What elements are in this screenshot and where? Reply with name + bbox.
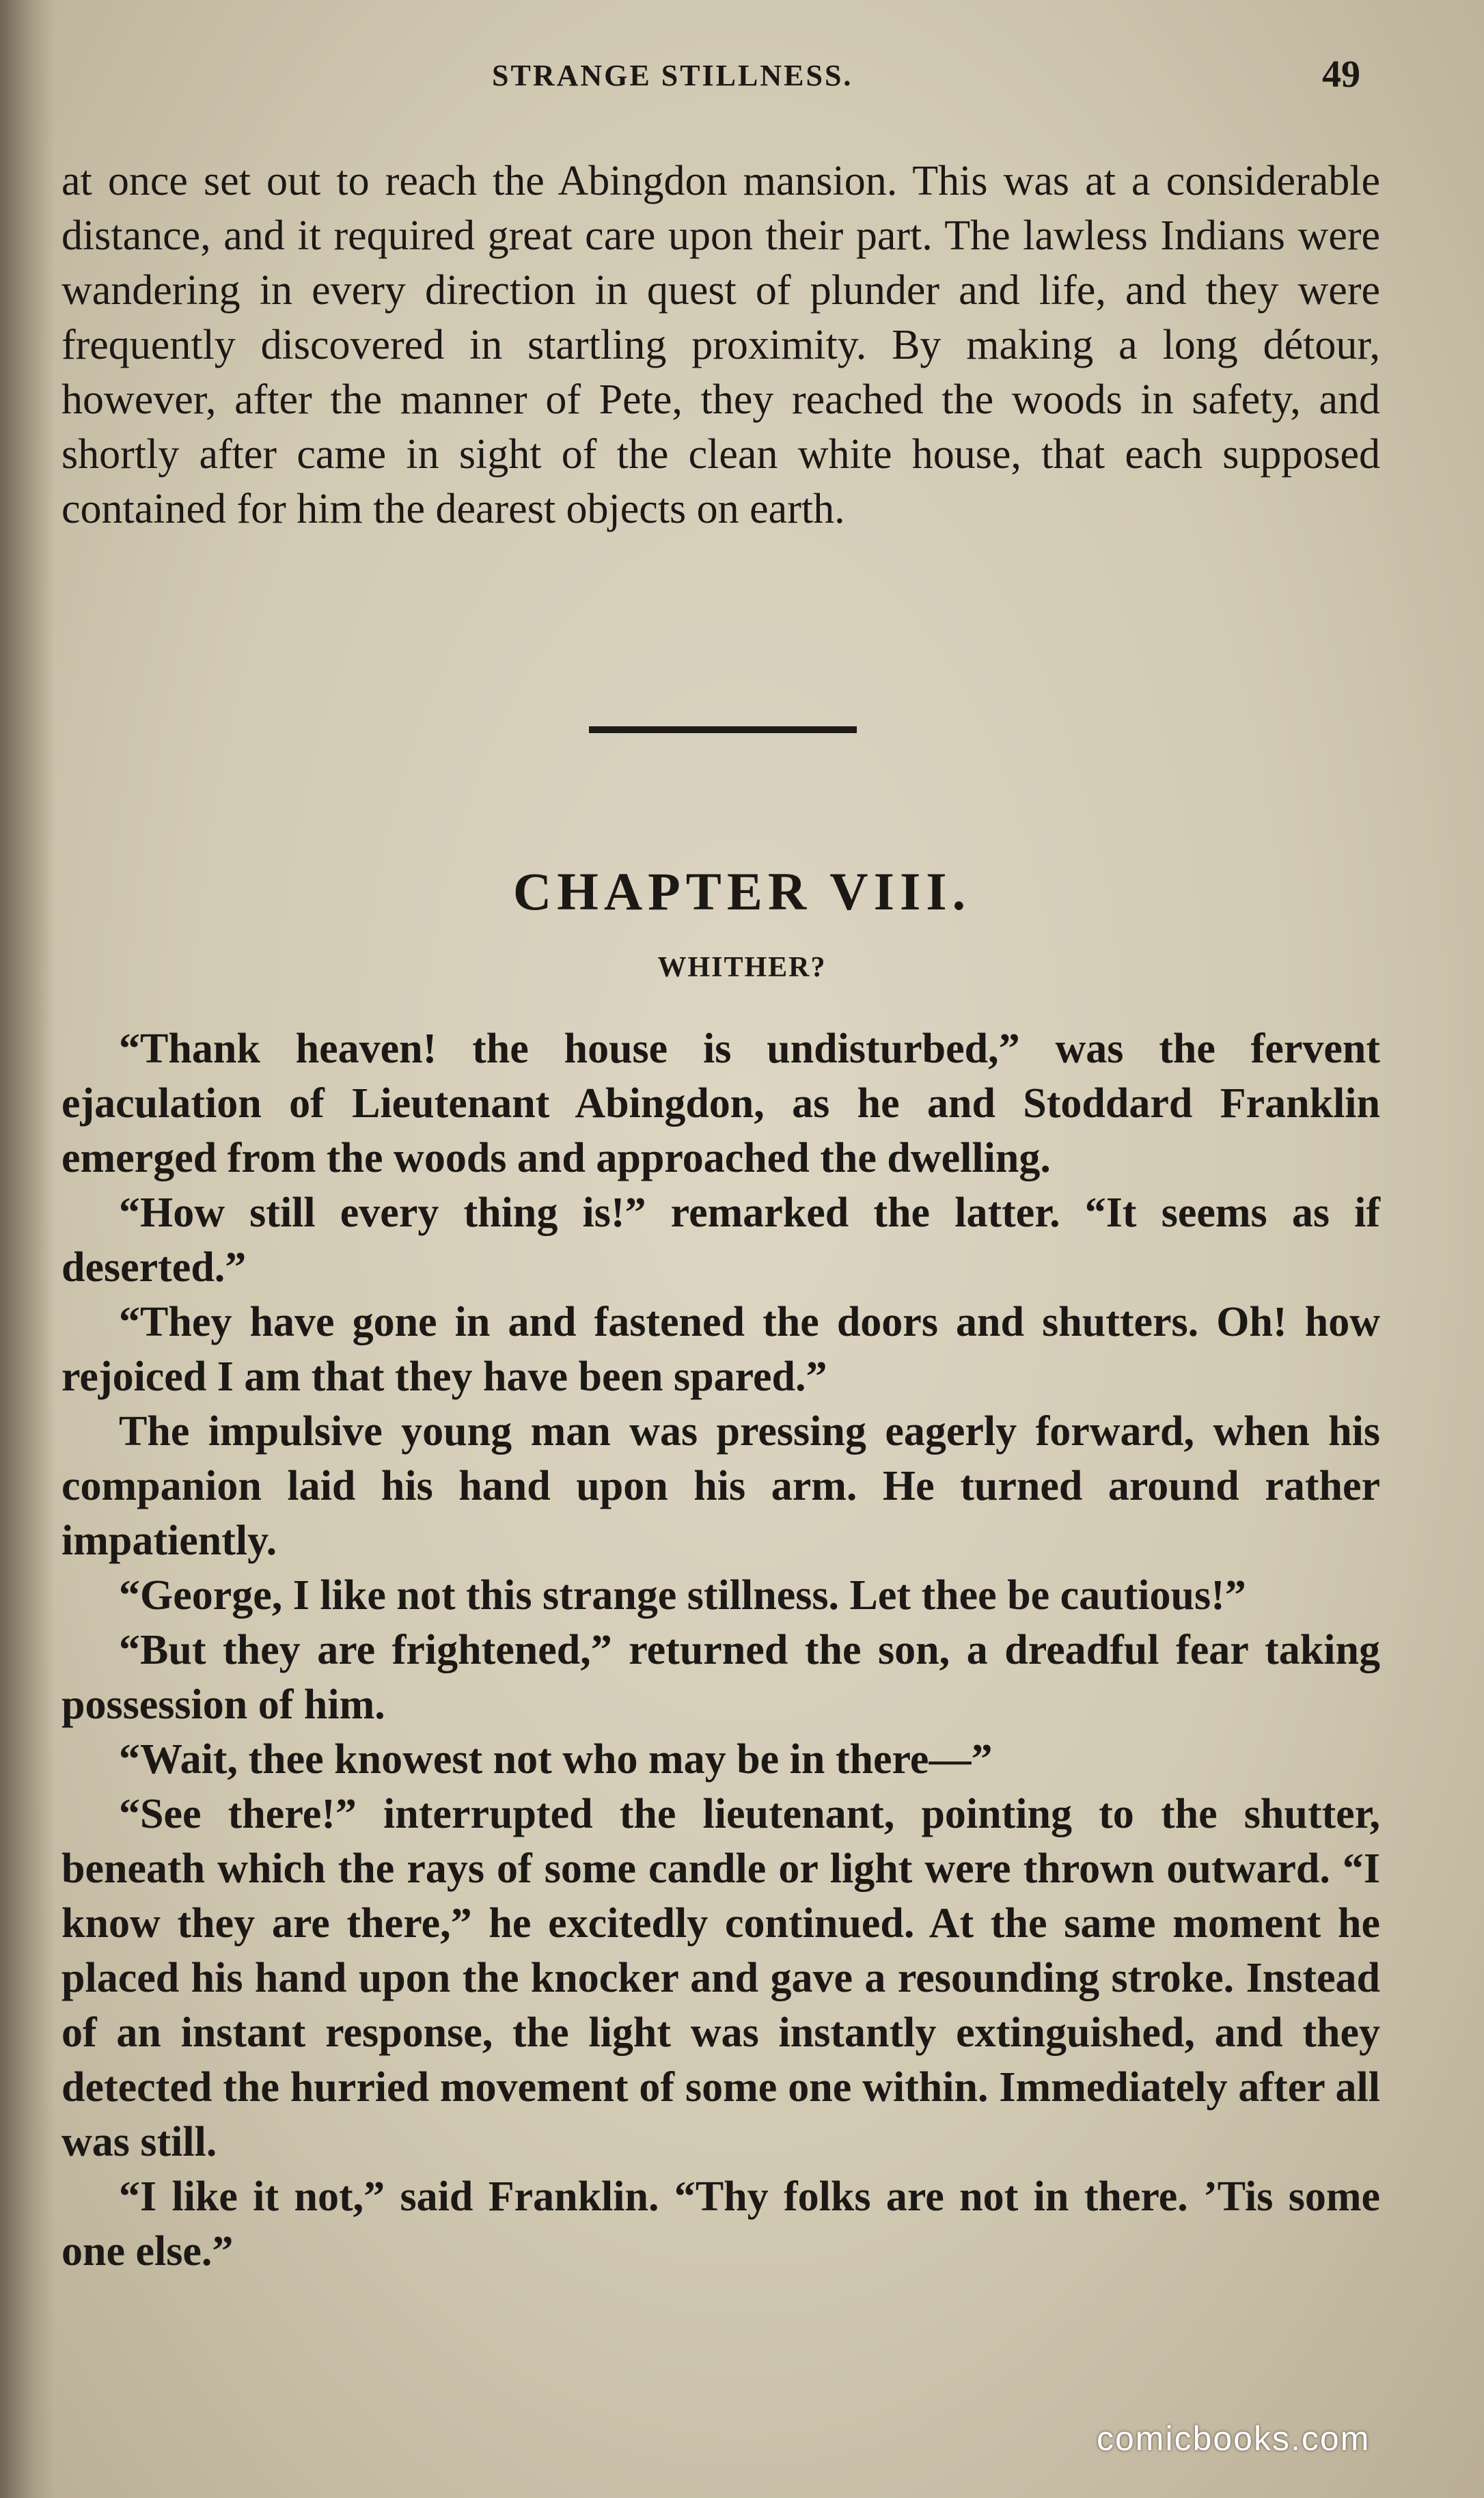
paragraph: “I like it not,” said Franklin. “Thy folks are not in there. ’Tis some one else.”: [61, 2173, 1380, 2275]
paragraph: “But they are frightened,” returned the son, a dreadful fear taking possession of him.: [61, 1627, 1380, 1728]
running-head: [0, 53, 1484, 120]
section-divider-rule: [589, 726, 857, 733]
paragraph: “Wait, thee knowest not who may be in there—”: [119, 1736, 993, 1783]
paragraph: “See there!” interrupted the lieutenant, pointing to the shutter, beneath which the rays of some candle or light were thrown outward. “I know they are there,” he excitedly continued. At the same moment he placed his hand upon the knocker and gave a resounding stroke. Instead of an instant response, the light was instantly extinguished, and they detected the hurried movement of some one within. Immediately after all was still.: [61, 1791, 1380, 2165]
paragraph: “Thank heaven! the house is undisturbed,” was the fervent ejaculation of Lieutenant Abingdon, as he and Stoddard Franklin emerged from the woods and approached the dwelling.: [61, 1026, 1380, 1181]
chapter-subtitle: WHITHER?: [657, 952, 827, 983]
page-gutter-shadow: [0, 0, 55, 2498]
paragraph: The impulsive young man was pressing eagerly forward, when his companion laid his hand upon his arm. He turned around rather impatiently.: [61, 1408, 1380, 1564]
running-title: STRANGE STILLNESS.: [492, 59, 853, 92]
paragraph: “George, I like not this strange stillness. Let thee be cautious!”: [119, 1572, 1246, 1619]
chapter-title: CHAPTER VIII.: [512, 862, 972, 921]
watermark: comicbooks.com: [1097, 2419, 1371, 2458]
page-number: 49: [1322, 53, 1360, 96]
paragraph: “How still every thing is!” remarked the latter. “It seems as if deserted.”: [61, 1190, 1380, 1291]
chapter-body: [61, 1021, 1380, 2279]
continuation-paragraph: at once set out to reach the Abingdon mansion. This was at a considerable distance, and it required great care upon their part. The lawless Indians were wandering in every direction in quest of plunder and life, and they were frequently discovered in startling proximity. By making a long détour, however, after the manner of Pete, they reached the woods in safety, and shortly after came in sight of the clean white house, that each supposed contained for him the dearest objects on earth.: [61, 158, 1380, 532]
paragraph: “They have gone in and fastened the doors and shutters. Oh! how rejoiced I am that they have been spared.”: [61, 1299, 1380, 1400]
